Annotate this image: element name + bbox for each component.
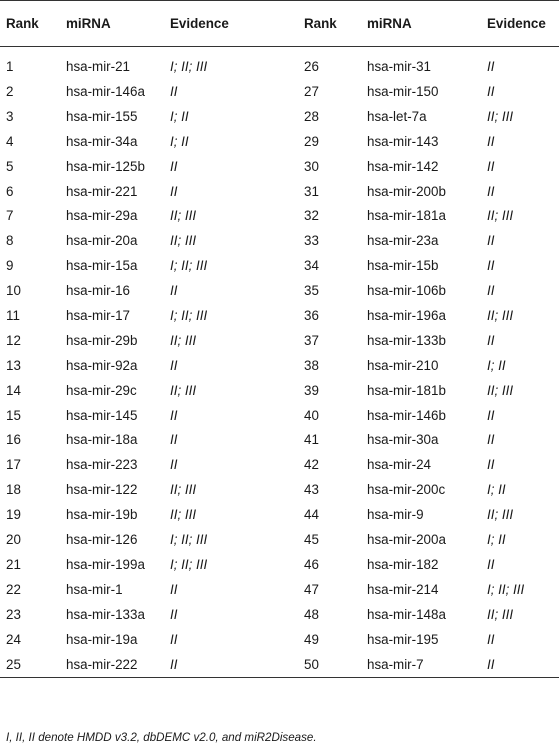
cell-mirna-right: hsa-mir-133b bbox=[367, 332, 446, 348]
table-row bbox=[0, 253, 559, 278]
cell-rank-left: 9 bbox=[6, 258, 14, 274]
cell-rank-left: 3 bbox=[6, 108, 14, 124]
cell-mirna-right: hsa-mir-200b bbox=[367, 183, 446, 199]
header-rank-left: Rank bbox=[0, 1, 66, 47]
cell-mirna-right: hsa-mir-142 bbox=[367, 158, 439, 174]
cell-evidence-left: II; III bbox=[170, 507, 197, 523]
cell-mirna-right: hsa-mir-150 bbox=[367, 83, 439, 99]
cell-rank-left: 25 bbox=[0, 651, 66, 678]
cell-mirna-left: hsa-mir-29c bbox=[66, 382, 137, 398]
cell-mirna-right: hsa-let-7a bbox=[367, 108, 427, 124]
cell-evidence-right: II; III bbox=[487, 108, 514, 124]
table-row bbox=[0, 627, 559, 652]
cell-mirna-right: hsa-mir-9 bbox=[367, 507, 424, 523]
cell-rank-right: 37 bbox=[304, 332, 319, 348]
cell-rank-left: 11 bbox=[6, 307, 20, 323]
cell-rank-right: 41 bbox=[304, 432, 319, 448]
cell-evidence-right: II bbox=[487, 58, 495, 74]
cell-mirna-right: hsa-mir-143 bbox=[367, 133, 439, 149]
cell-rank-right: 39 bbox=[304, 382, 319, 398]
cell-evidence-right: II bbox=[487, 133, 495, 149]
table-header-row bbox=[0, 1, 559, 47]
cell-mirna-left: hsa-mir-18a bbox=[66, 432, 138, 448]
cell-evidence-right: II bbox=[487, 332, 495, 348]
cell-rank-left: 15 bbox=[6, 407, 21, 423]
cell-evidence-left: I; II bbox=[170, 133, 189, 149]
table-row bbox=[0, 527, 559, 552]
cell-evidence-right: II; III bbox=[487, 382, 514, 398]
cell-rank-right: 47 bbox=[304, 581, 319, 597]
cell-evidence-right: II bbox=[487, 457, 495, 473]
cell-evidence-left: I; II; III bbox=[170, 258, 208, 274]
cell-rank-right: 28 bbox=[304, 108, 319, 124]
cell-mirna-left: hsa-mir-146a bbox=[66, 83, 145, 99]
cell-rank-right: 31 bbox=[304, 183, 319, 199]
cell-mirna-left: hsa-mir-21 bbox=[66, 58, 130, 74]
cell-evidence-left: II; III bbox=[170, 482, 197, 498]
table-row bbox=[0, 154, 559, 179]
table-row bbox=[0, 179, 559, 204]
cell-mirna-right: hsa-mir-210 bbox=[367, 357, 439, 373]
cell-evidence-left: II bbox=[170, 606, 178, 622]
cell-mirna-left: hsa-mir-19b bbox=[66, 507, 138, 523]
cell-mirna-right: hsa-mir-7 bbox=[367, 651, 487, 678]
cell-evidence-right: II; III bbox=[487, 307, 514, 323]
cell-rank-left: 7 bbox=[6, 208, 14, 224]
table-row bbox=[0, 552, 559, 577]
cell-mirna-left: hsa-mir-122 bbox=[66, 482, 138, 498]
table-row bbox=[0, 602, 559, 627]
table-row bbox=[0, 452, 559, 477]
cell-mirna-right: hsa-mir-196a bbox=[367, 307, 446, 323]
table-row bbox=[0, 378, 559, 403]
table-row bbox=[0, 278, 559, 303]
cell-evidence-right: II bbox=[487, 407, 495, 423]
cell-rank-left: 24 bbox=[6, 631, 21, 647]
cell-mirna-left: hsa-mir-155 bbox=[66, 108, 138, 124]
cell-evidence-left: II bbox=[170, 651, 304, 678]
cell-mirna-right: hsa-mir-15b bbox=[367, 258, 439, 274]
cell-rank-left: 17 bbox=[6, 457, 21, 473]
table-row bbox=[0, 203, 559, 228]
cell-mirna-right: hsa-mir-200a bbox=[367, 531, 446, 547]
header-evidence-right: Evidence bbox=[487, 1, 559, 47]
cell-mirna-left: hsa-mir-126 bbox=[66, 531, 138, 547]
cell-evidence-left: II; III bbox=[170, 332, 197, 348]
cell-evidence-right: II bbox=[487, 183, 495, 199]
cell-mirna-left: hsa-mir-29b bbox=[66, 332, 138, 348]
cell-evidence-left: II; III bbox=[170, 382, 197, 398]
header-mirna-right: miRNA bbox=[367, 1, 487, 47]
cell-rank-right: 33 bbox=[304, 233, 319, 249]
cell-mirna-left: hsa-mir-34a bbox=[66, 133, 138, 149]
cell-mirna-left: hsa-mir-199a bbox=[66, 556, 145, 572]
cell-rank-left: 12 bbox=[6, 332, 21, 348]
cell-rank-right: 38 bbox=[304, 357, 319, 373]
cell-evidence-right: II bbox=[487, 651, 559, 678]
table-row bbox=[0, 502, 559, 527]
cell-mirna-right: hsa-mir-106b bbox=[367, 283, 446, 299]
cell-rank-right: 43 bbox=[304, 482, 319, 498]
cell-rank-right: 40 bbox=[304, 407, 319, 423]
header-rank-right: Rank bbox=[304, 1, 367, 47]
cell-mirna-left: hsa-mir-19a bbox=[66, 631, 138, 647]
cell-evidence-left: II; III bbox=[170, 233, 197, 249]
cell-rank-right: 48 bbox=[304, 606, 319, 622]
cell-rank-left: 23 bbox=[6, 606, 21, 622]
cell-rank-left: 22 bbox=[6, 581, 21, 597]
cell-mirna-right: hsa-mir-182 bbox=[367, 556, 439, 572]
cell-rank-left: 19 bbox=[6, 507, 21, 523]
header-evidence-left: Evidence bbox=[170, 1, 304, 47]
cell-evidence-left: II; III bbox=[170, 208, 197, 224]
cell-rank-left: 1 bbox=[6, 58, 14, 74]
table-row bbox=[0, 477, 559, 502]
cell-mirna-right: hsa-mir-146b bbox=[367, 407, 446, 423]
cell-rank-left: 18 bbox=[6, 482, 21, 498]
table-row bbox=[0, 353, 559, 378]
cell-evidence-left: II bbox=[170, 158, 178, 174]
cell-evidence-right: II bbox=[487, 233, 495, 249]
cell-mirna-right: hsa-mir-148a bbox=[367, 606, 446, 622]
table-row bbox=[0, 129, 559, 154]
cell-evidence-right: II bbox=[487, 83, 495, 99]
table-row bbox=[0, 47, 559, 80]
cell-rank-right: 35 bbox=[304, 283, 319, 299]
cell-mirna-left: hsa-mir-16 bbox=[66, 283, 130, 299]
cell-mirna-right: hsa-mir-214 bbox=[367, 581, 439, 597]
cell-rank-left: 21 bbox=[6, 556, 21, 572]
cell-mirna-right: hsa-mir-31 bbox=[367, 58, 431, 74]
table-row bbox=[0, 328, 559, 353]
cell-rank-right: 26 bbox=[304, 58, 319, 74]
cell-rank-left: 10 bbox=[6, 283, 21, 299]
cell-rank-left: 14 bbox=[6, 382, 21, 398]
table-footnote: I, II, II denote HMDD v3.2, dbDEMC v2.0, and miR2Disease. bbox=[6, 731, 317, 744]
cell-evidence-left: II bbox=[170, 357, 178, 373]
cell-rank-right: 27 bbox=[304, 83, 319, 99]
cell-rank-right: 42 bbox=[304, 457, 319, 473]
cell-mirna-right: hsa-mir-181a bbox=[367, 208, 446, 224]
cell-rank-right: 34 bbox=[304, 258, 319, 274]
cell-mirna-left: hsa-mir-222 bbox=[66, 651, 170, 678]
cell-mirna-left: hsa-mir-223 bbox=[66, 457, 138, 473]
table-row bbox=[0, 403, 559, 428]
cell-mirna-left: hsa-mir-221 bbox=[66, 183, 138, 199]
cell-mirna-left: hsa-mir-17 bbox=[66, 307, 130, 323]
cell-evidence-right: II bbox=[487, 631, 495, 647]
cell-evidence-left: I; II bbox=[170, 108, 189, 124]
cell-rank-left: 5 bbox=[6, 158, 14, 174]
cell-evidence-left: II bbox=[170, 283, 178, 299]
cell-evidence-right: II bbox=[487, 283, 495, 299]
cell-evidence-left: I; II; III bbox=[170, 58, 208, 74]
cell-evidence-right: II bbox=[487, 556, 495, 572]
cell-evidence-right: II bbox=[487, 432, 495, 448]
cell-evidence-left: II bbox=[170, 631, 178, 647]
cell-evidence-right: I; II bbox=[487, 531, 506, 547]
cell-evidence-left: II bbox=[170, 457, 178, 473]
cell-evidence-right: II; III bbox=[487, 208, 514, 224]
cell-mirna-right: hsa-mir-181b bbox=[367, 382, 446, 398]
cell-rank-right: 32 bbox=[304, 208, 319, 224]
cell-evidence-right: II bbox=[487, 158, 495, 174]
cell-rank-left: 8 bbox=[6, 233, 14, 249]
cell-evidence-right: I; II; III bbox=[487, 581, 525, 597]
cell-evidence-left: II bbox=[170, 407, 178, 423]
cell-rank-left: 6 bbox=[6, 183, 14, 199]
cell-rank-right: 29 bbox=[304, 133, 319, 149]
cell-mirna-right: hsa-mir-30a bbox=[367, 432, 439, 448]
cell-rank-right: 30 bbox=[304, 158, 319, 174]
cell-evidence-left: I; II; III bbox=[170, 531, 208, 547]
cell-mirna-right: hsa-mir-23a bbox=[367, 233, 439, 249]
cell-evidence-right: II; III bbox=[487, 507, 514, 523]
cell-mirna-left: hsa-mir-145 bbox=[66, 407, 138, 423]
cell-mirna-left: hsa-mir-133a bbox=[66, 606, 145, 622]
table-row bbox=[0, 427, 559, 452]
cell-rank-right: 49 bbox=[304, 631, 319, 647]
cell-rank-left: 4 bbox=[6, 133, 14, 149]
header-mirna-left: miRNA bbox=[66, 1, 170, 47]
table-row bbox=[0, 228, 559, 253]
cell-evidence-left: I; II; III bbox=[170, 307, 208, 323]
cell-rank-left: 2 bbox=[6, 83, 14, 99]
cell-rank-left: 16 bbox=[6, 432, 21, 448]
cell-mirna-left: hsa-mir-15a bbox=[66, 258, 138, 274]
cell-mirna-right: hsa-mir-200c bbox=[367, 482, 446, 498]
cell-evidence-right: I; II bbox=[487, 482, 506, 498]
cell-rank-right: 44 bbox=[304, 507, 319, 523]
cell-rank-left: 20 bbox=[6, 531, 21, 547]
cell-rank-right: 46 bbox=[304, 556, 319, 572]
cell-evidence-left: I; II; III bbox=[170, 556, 208, 572]
cell-rank-left: 13 bbox=[6, 357, 21, 373]
table-row bbox=[0, 303, 559, 328]
cell-evidence-left: II bbox=[170, 83, 178, 99]
cell-rank-right: 50 bbox=[304, 651, 367, 678]
table-row bbox=[0, 577, 559, 602]
cell-evidence-left: II bbox=[170, 581, 178, 597]
cell-mirna-right: hsa-mir-24 bbox=[367, 457, 431, 473]
table-row bbox=[0, 79, 559, 104]
cell-mirna-right: hsa-mir-195 bbox=[367, 631, 439, 647]
cell-mirna-left: hsa-mir-20a bbox=[66, 233, 138, 249]
table-row bbox=[0, 651, 559, 678]
cell-mirna-left: hsa-mir-1 bbox=[66, 581, 123, 597]
cell-evidence-right: I; II bbox=[487, 357, 506, 373]
cell-evidence-left: II bbox=[170, 432, 178, 448]
cell-mirna-left: hsa-mir-125b bbox=[66, 158, 145, 174]
table-body bbox=[0, 47, 559, 678]
cell-mirna-left: hsa-mir-92a bbox=[66, 357, 138, 373]
cell-evidence-right: II; III bbox=[487, 606, 514, 622]
cell-rank-right: 45 bbox=[304, 531, 319, 547]
cell-rank-right: 36 bbox=[304, 307, 319, 323]
table-row bbox=[0, 104, 559, 129]
cell-evidence-right: II bbox=[487, 258, 495, 274]
cell-mirna-left: hsa-mir-29a bbox=[66, 208, 138, 224]
cell-evidence-left: II bbox=[170, 183, 178, 199]
